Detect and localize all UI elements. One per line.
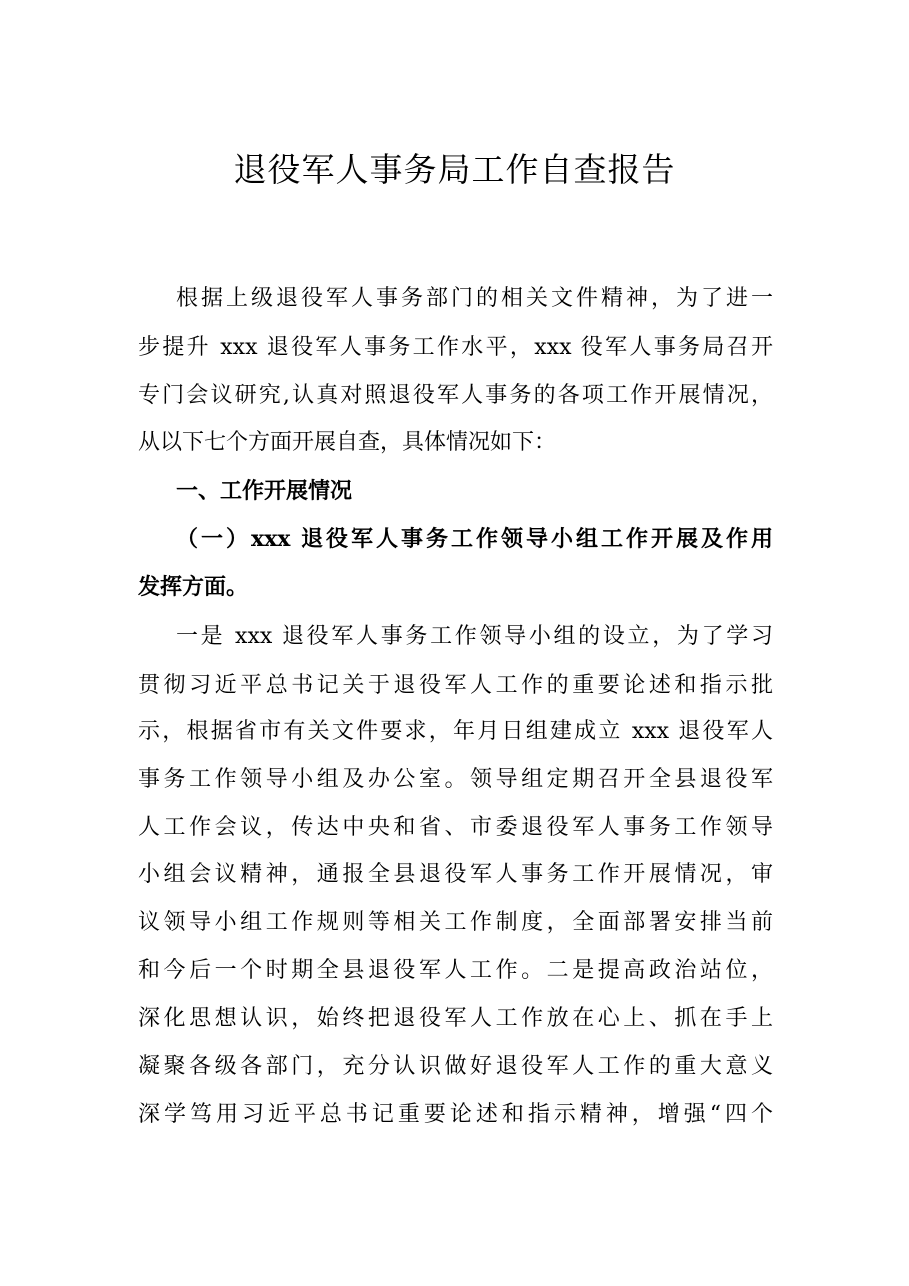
paragraph-line: 人工作会议，传达中央和省、市委退役军人事务工作领导	[138, 815, 773, 840]
paragraph-line: 事务工作领导小组及办公室。领导组定期召开全县退役军	[138, 767, 773, 792]
paragraph-line: 贯彻习近平总书记关于退役军人工作的重要论述和指示批	[138, 673, 773, 698]
paragraph-line: 和今后一个时期全县退役军人工作。二是提高政治站位，	[138, 958, 773, 983]
document-title: 退役军人事务局工作自查报告	[233, 150, 676, 189]
paragraph-line: 深化思想认识，始终把退役军人工作放在心上、抓在手上	[138, 1006, 773, 1031]
paragraph-line: 根据上级退役军人事务部门的相关文件精神，为了进一	[176, 286, 773, 311]
paragraph-line: 示，根据省市有关文件要求，年月日组建成立 xxx 退役军人	[138, 719, 773, 744]
paragraph-line: 小组会议精神，通报全县退役军人事务工作开展情况，审	[138, 862, 773, 887]
paragraph-line: 凝聚各级各部门，充分认识做好退役军人工作的重大意义	[138, 1054, 773, 1079]
paragraph-line: 议领导小组工作规则等相关工作制度，全面部署安排当前	[138, 910, 773, 935]
paragraph-line: 一是 xxx 退役军人事务工作领导小组的设立，为了学习	[176, 624, 773, 649]
subsection-heading: 发挥方面。	[138, 574, 249, 600]
paragraph-line: 从以下七个方面开展自查，具体情况如下：	[138, 430, 557, 455]
paragraph-line: 深学笃用习近平总书记重要论述和指示精神，增强“四个	[138, 1102, 773, 1127]
paragraph-line: 专门会议研究,认真对照退役军人事务的各项工作开展情况，	[138, 383, 773, 408]
section-heading: 一、工作开展情况	[176, 478, 353, 504]
paragraph-line: 步提升 xxx 退役军人事务工作水平，xxx 役军人事务局召开	[138, 335, 773, 360]
subsection-heading: （一）xxx 退役军人事务工作领导小组工作开展及作用	[176, 526, 773, 552]
